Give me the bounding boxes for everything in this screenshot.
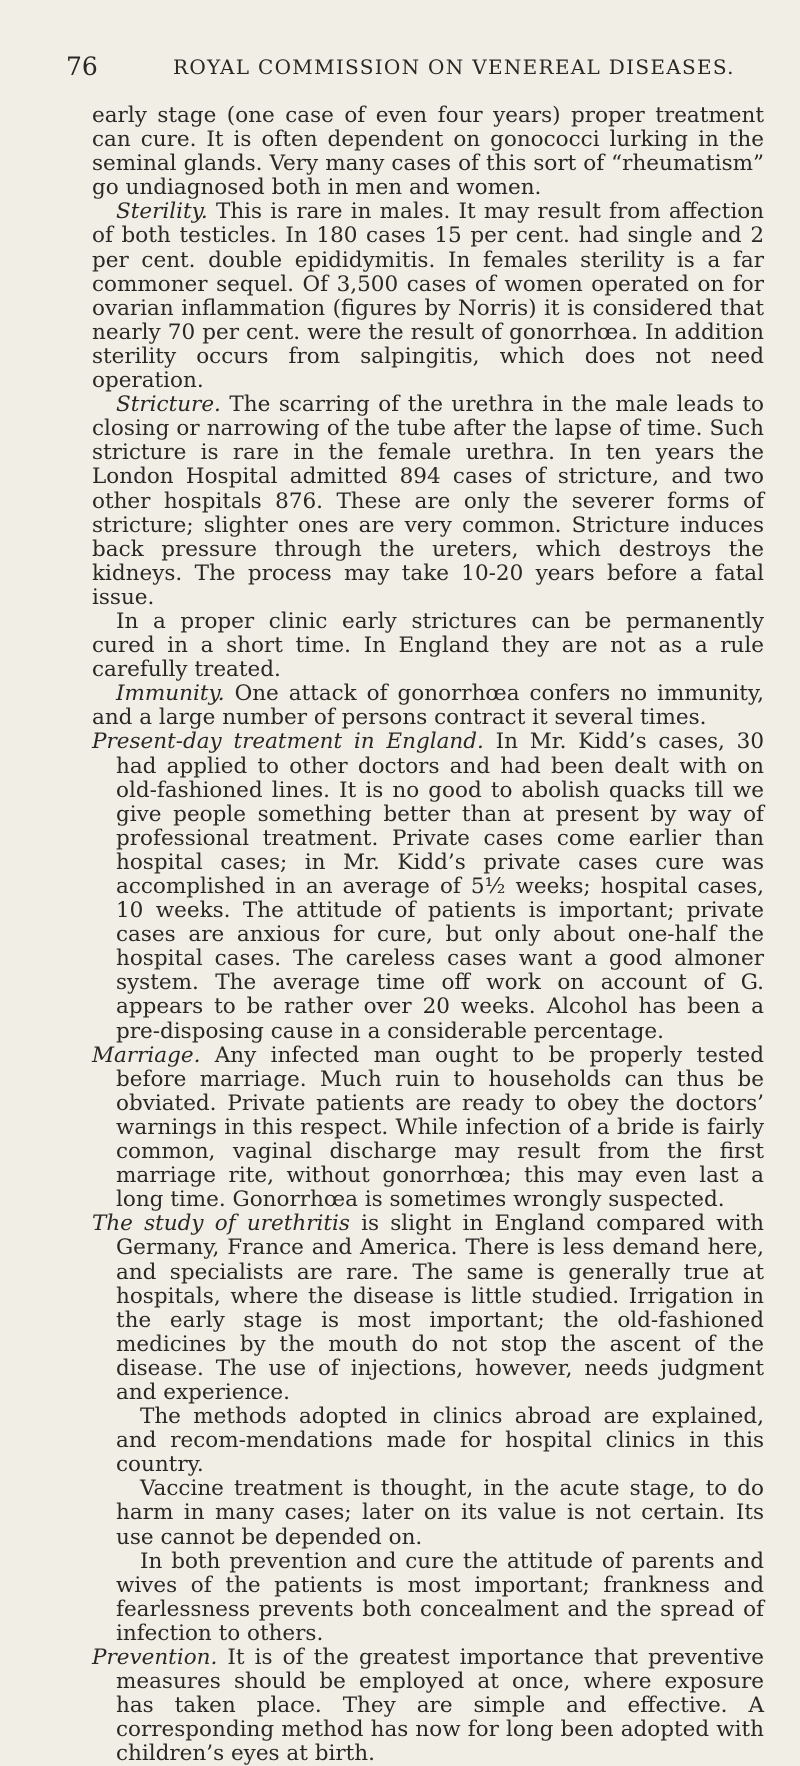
paragraph-stricture-clinic bbox=[92, 610, 764, 682]
paragraph-text: Vaccine treatment is thought, in the acute stage, to do harm in many cases; later on its value is not certain. Its use cannot be depended on. bbox=[116, 1476, 764, 1550]
page-number: 76 bbox=[66, 52, 98, 81]
paragraph-heading: Immunity. bbox=[116, 681, 225, 707]
paragraph-study-of-urethritis bbox=[92, 1211, 764, 1405]
paragraph-prevention bbox=[92, 1645, 764, 1766]
paragraph-text: is slight in England compared with Germany, France and America. There is less demand here, and specialists are rare. The same is generally true at hospitals, where the disease is little studied. Irrigation in the early stage is most important; the old-fashioned medicines by the mouth do not stop the ascent of the disease. The use of injections, however, needs judgment and experience. bbox=[116, 1211, 764, 1405]
paragraph-attitude bbox=[116, 1550, 764, 1646]
paragraph-continuation bbox=[92, 104, 764, 200]
running-head: ROYAL COMMISSION ON VENEREAL DISEASES. bbox=[173, 55, 735, 79]
paragraph-present-day-treatment bbox=[92, 729, 764, 1044]
paragraph-text: Any infected man ought to be properly tested before marriage. Much ruin to households can thus be obviated. Private patients are ready to obey the doctors’ warnings in this respect. While infection of a bride is fairly common, vaginal discharge may result from the first marriage rite, without gonorrhœa; this may even last a long time. Gonorrhœa is sometimes wrongly suspected. bbox=[116, 1042, 764, 1213]
paragraph-text: The methods adopted in clinics abroad are explained, and recom-mendations made for hospital clinics in this country. bbox=[116, 1404, 764, 1478]
paragraph-stricture bbox=[92, 393, 764, 610]
paragraph-text: In a proper clinic early strictures can be permanently cured in a short time. In England they are not as a rule carefully treated. bbox=[92, 608, 764, 683]
paragraph-text: In Mr. Kidd’s cases, 30 had applied to other doctors and had been dealt with on old-fashioned lines. It is no good to abolish quacks till we give people something better than at present by way of professional treatment. Private cases come earlier than hospital cases; in Mr. Kidd’s private cases cure was accomplished in an average of 5½ weeks; hospital cases, 10 weeks. The attitude of patients is important; private cases are anxious for cure, but only about one-half the hospital cases. The careless cases want a good almoner system. The average time off work on account of G. appears to be rather over 20 weeks. Alcohol has been a pre-disposing cause in a considerable percentage. bbox=[116, 729, 764, 1044]
paragraph-marriage bbox=[92, 1042, 764, 1213]
paragraph-heading: Stricture. bbox=[116, 392, 221, 418]
paragraph-text: It is of the greatest importance that preventive measures should be employed at once, where exposure has taken place. They are simple and effective. A corresponding method has now for long been adopted with children’s eyes at birth. bbox=[116, 1645, 764, 1766]
paragraph-heading: Present-day treatment in England. bbox=[92, 729, 484, 755]
paragraph-clinic-methods bbox=[116, 1405, 764, 1477]
paragraph-text: In both prevention and cure the attitude of parents and wives of the patients is most important; frankness and fearlessness prevents both concealment and the spread of infection to others. bbox=[116, 1548, 764, 1646]
paragraph-text: One attack of gonorrhœa confers no immunity, and a large number of persons contract it several times. bbox=[92, 681, 764, 731]
paragraph-sterility bbox=[92, 200, 764, 393]
body-text bbox=[92, 104, 764, 1766]
page-header bbox=[0, 52, 800, 86]
paragraph-text: The scarring of the urethra in the male leads to closing or narrowing of the tube after the lapse of time. Such stricture is rare in the female urethra. In ten years the London Hospital admitted 894 cases of stricture, and two other hospitals 876. These are only the severer forms of stricture; slighter ones are very common. Stricture induces back pressure through the ureters, which destroys the kidneys. The process may take 10-20 years before a fatal issue. bbox=[92, 392, 764, 610]
paragraph-heading: Marriage. bbox=[92, 1042, 201, 1068]
paragraph-heading: Prevention. bbox=[92, 1645, 218, 1670]
paragraph-text: This is rare in males. It may result from affection of both testicles. In 180 cases 15 per cent. had single and 2 per cent. double epididymitis. In females sterility is a far commoner sequel. Of 3,500 cases of women operated on for ovarian inflammation (figures by Norris) it is considered that nearly 70 per cent. were the result of gonorrhœa. In addition sterility occurs from salpingitis, which does not need operation. bbox=[92, 199, 764, 394]
paragraph-immunity bbox=[92, 682, 764, 730]
paragraph-heading: Sterility. bbox=[116, 199, 208, 225]
paragraph-vaccine-treatment bbox=[116, 1477, 764, 1549]
paragraph-text: early stage (one case of even four years) proper treatment can cure. It is often dependent on gonococci lurking in the seminal glands. Very many cases of this sort of “rheumatism” go undiagnosed both in men and women. bbox=[92, 103, 764, 201]
paragraph-heading: The study of urethritis bbox=[92, 1211, 350, 1237]
